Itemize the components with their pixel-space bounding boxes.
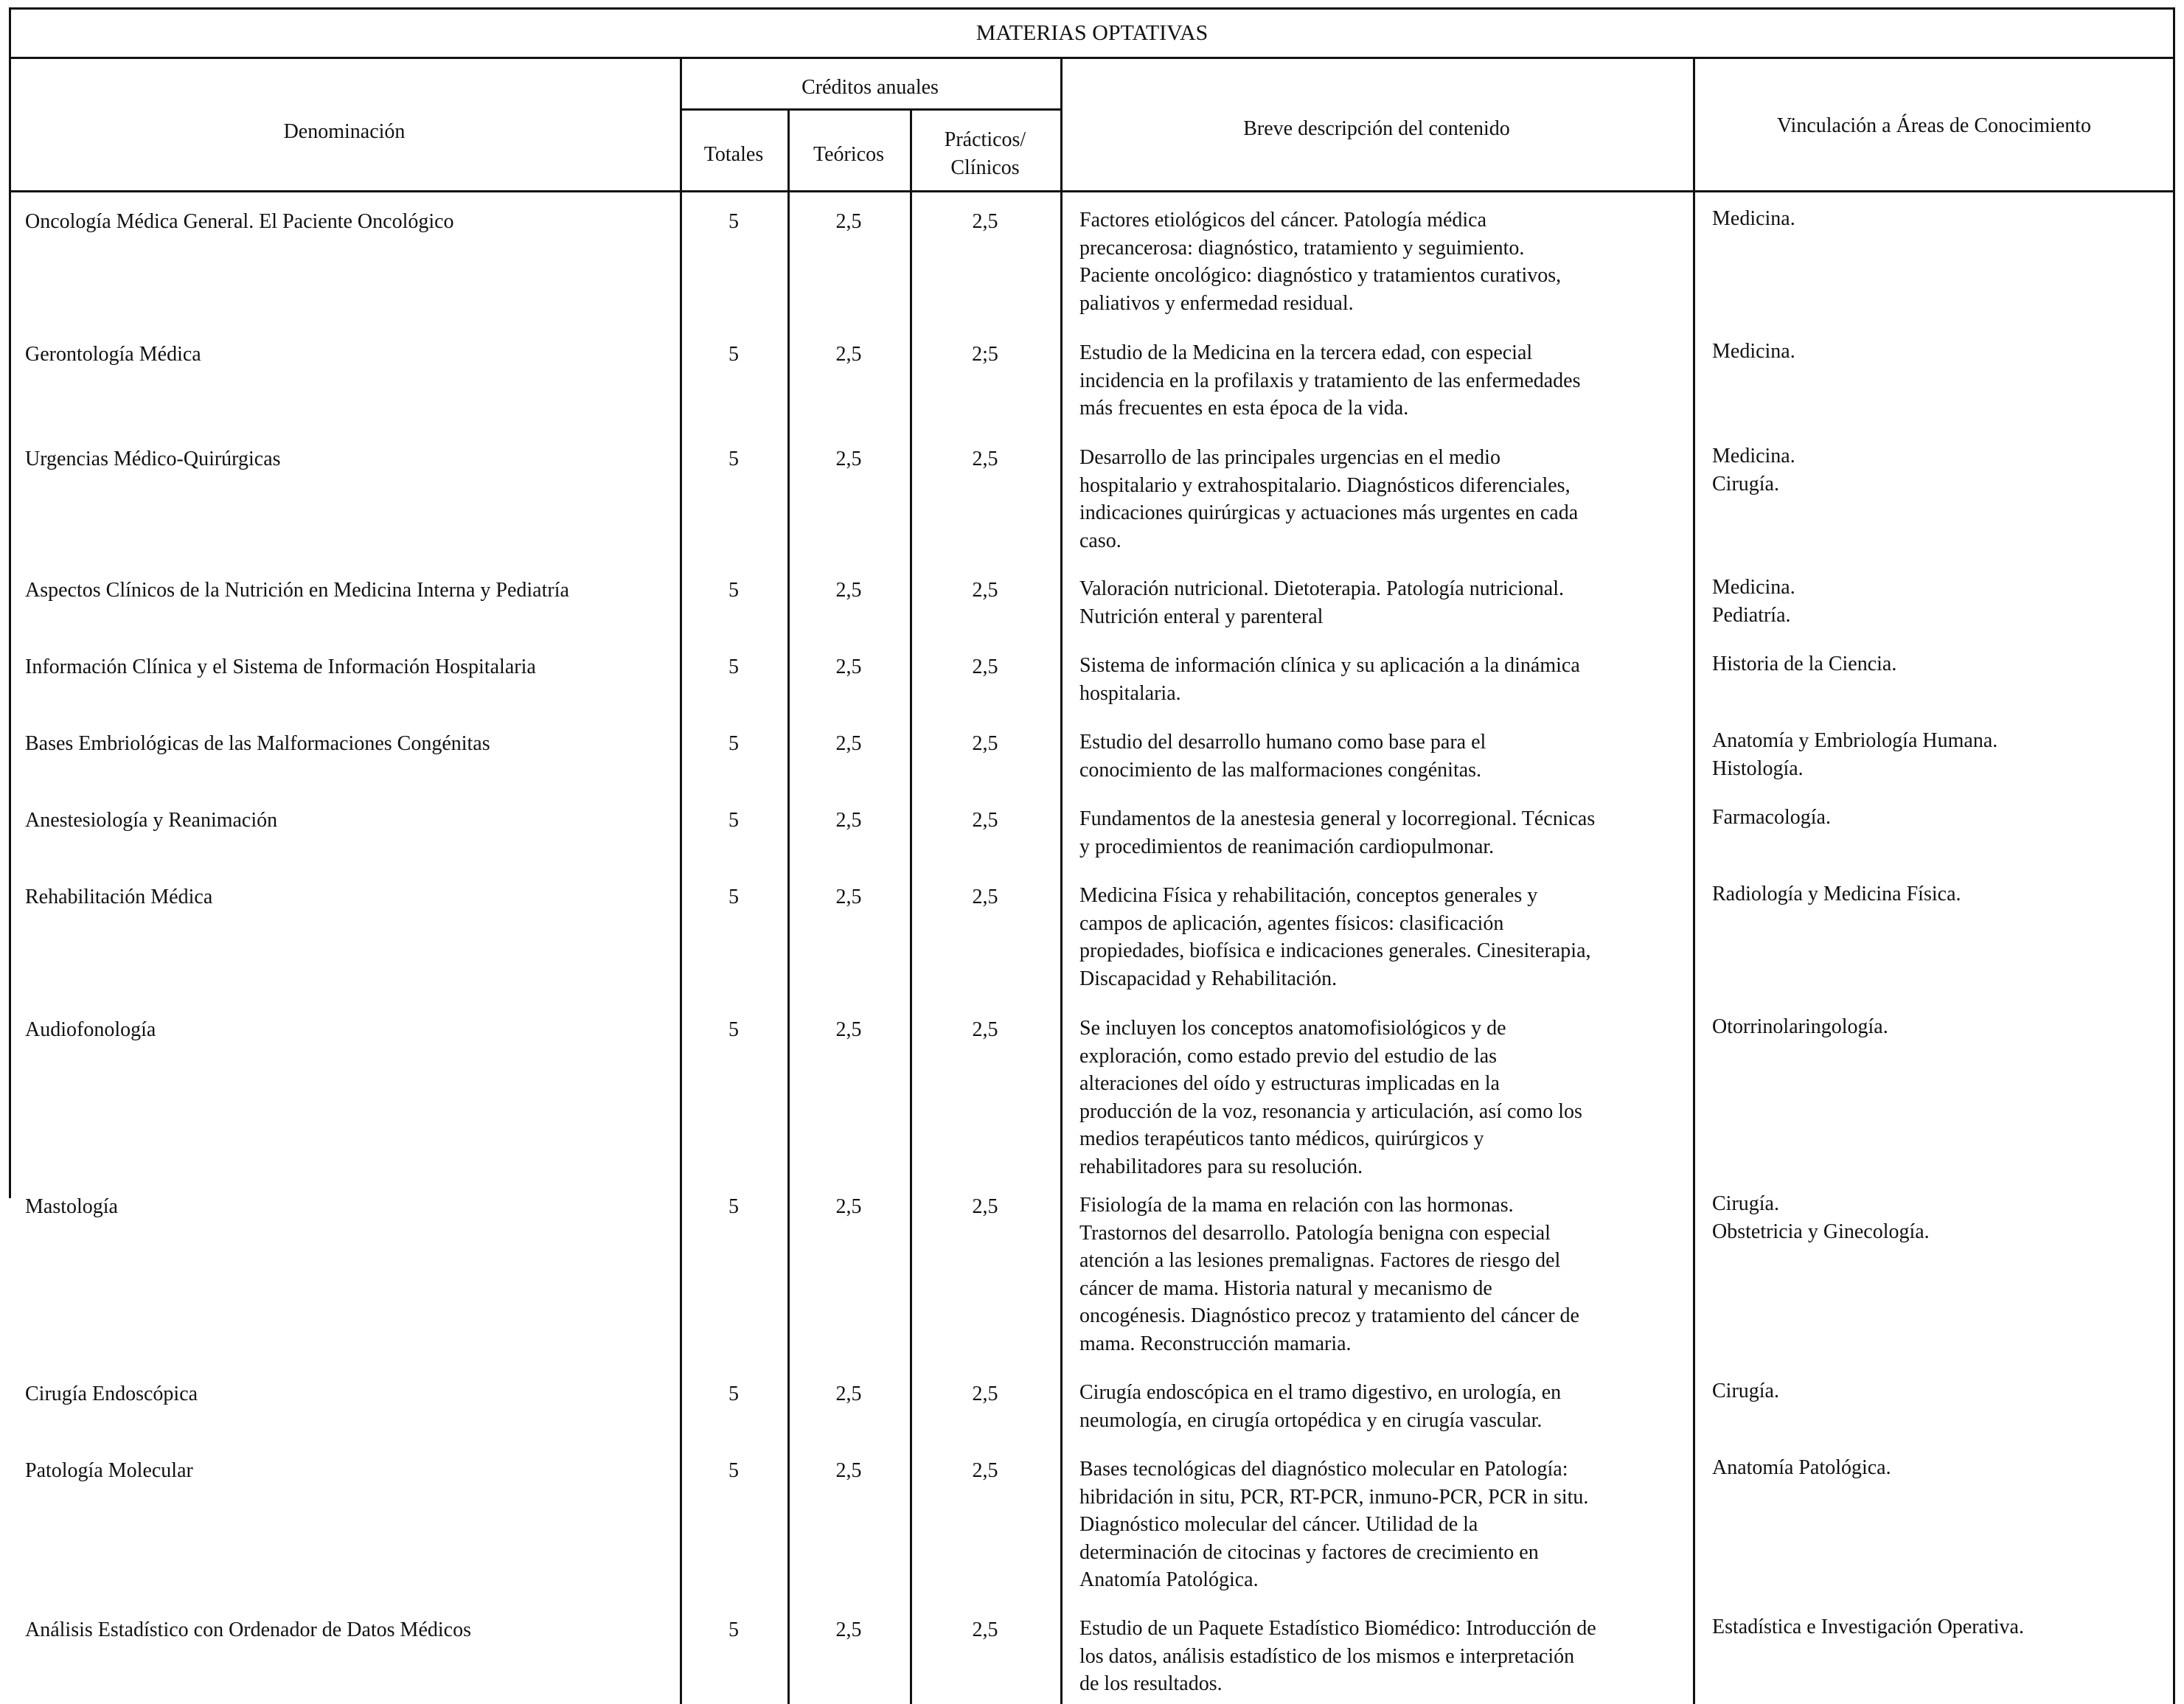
row-denominacion: Mastología: [25, 1195, 118, 1218]
row-descripcion-line: conocimiento de las malformaciones congénitas.: [1079, 758, 1482, 782]
row-descripcion-line: determinación de citocinas y factores de crecimiento en: [1079, 1540, 1539, 1564]
row-denominacion: Aspectos Clínicos de la Nutrición en Medicina Interna y Pediatría: [25, 579, 569, 602]
row-descripcion-line: Desarrollo de las principales urgencias en el medio: [1079, 446, 1500, 469]
header-totales: Totales: [703, 143, 764, 166]
row-totales: 5: [728, 210, 739, 233]
row-practicos: 2,5: [972, 655, 998, 678]
row-descripcion-line: hospitalario y extrahospitalario. Diagnósticos diferenciales,: [1079, 473, 1571, 497]
row-descripcion-line: más frecuentes en esta época de la vida.: [1079, 397, 1409, 420]
row-descripcion-line: Estudio de un Paquete Estadístico Biomédico: Introducción de: [1079, 1617, 1596, 1640]
row-denominacion: Oncología Médica General. El Paciente Oncológico: [25, 210, 454, 233]
header-teoricos: Teóricos: [813, 143, 884, 166]
header-vinculacion: Vinculación a Áreas de Conocimiento: [1777, 114, 2091, 137]
row-practicos: 2,5: [972, 579, 998, 602]
left-border: [9, 57, 11, 1198]
row-practicos: 2,5: [972, 1618, 998, 1641]
row-denominacion: Análisis Estadístico con Ordenador de Datos Médicos: [25, 1618, 471, 1641]
row-descripcion-line: precancerosa: diagnóstico, tratamiento y seguimiento.: [1079, 236, 1525, 260]
row-teoricos: 2,5: [835, 886, 862, 908]
row-descripcion-line: Paciente oncológico: diagnóstico y tratamientos curativos,: [1079, 264, 1562, 287]
header-practicos-2: Clínicos: [950, 156, 1020, 179]
row-area: Cirugía.: [1712, 472, 1779, 495]
row-totales: 5: [728, 1195, 739, 1218]
row-descripcion-line: y procedimientos de reanimación cardiopulmonar.: [1079, 835, 1495, 858]
page-title: MATERIAS OPTATIVAS: [976, 21, 1208, 45]
header-creditos: Créditos anuales: [801, 76, 939, 99]
row-area: Medicina.: [1712, 576, 1795, 599]
row-practicos: 2,5: [972, 1195, 998, 1218]
row-totales: 5: [728, 343, 739, 366]
row-practicos: 2,5: [972, 732, 998, 755]
header-practicos-1: Prácticos/: [944, 128, 1026, 151]
row-area: Medicina.: [1712, 445, 1795, 467]
row-descripcion-line: oncogénesis. Diagnóstico precoz y tratamiento del cáncer de: [1079, 1304, 1579, 1327]
row-descripcion-line: Diagnóstico molecular del cáncer. Utilidad de la: [1079, 1513, 1478, 1536]
row-descripcion-line: propiedades, biofísica e indicaciones generales. Cinesiterapia,: [1079, 939, 1591, 962]
row-denominacion: Cirugía Endoscópica: [25, 1383, 198, 1405]
row-practicos: 2,5: [972, 1383, 998, 1405]
row-area: Medicina.: [1712, 340, 1795, 363]
row-descripcion-line: campos de aplicación, agentes físicos: clasificación: [1079, 911, 1504, 935]
row-teoricos: 2,5: [835, 343, 862, 366]
row-teoricos: 2,5: [835, 809, 862, 832]
row-teoricos: 2,5: [835, 1459, 862, 1482]
row-totales: 5: [728, 886, 739, 908]
row-descripcion-line: Factores etiológicos del cáncer. Patología médica: [1079, 209, 1487, 232]
creditos-subheader-line: [680, 108, 1063, 111]
row-area: Farmacología.: [1712, 806, 1831, 829]
row-area: Medicina.: [1712, 207, 1795, 230]
row-descripcion-line: Estudio de la Medicina en la tercera edad, con especial: [1079, 341, 1533, 364]
row-denominacion: Patología Molecular: [25, 1459, 193, 1482]
row-totales: 5: [728, 809, 739, 832]
row-descripcion-line: los datos, análisis estadístico de los mismos e interpretación: [1079, 1644, 1575, 1668]
row-totales: 5: [728, 1459, 739, 1482]
row-descripcion-line: Sistema de información clínica y su aplicación a la dinámica: [1079, 654, 1580, 677]
row-descripcion-line: hibridación in situ, PCR, RT-PCR, inmuno-PCR, PCR in situ.: [1079, 1485, 1589, 1509]
right-border: [2173, 57, 2175, 1704]
row-descripcion-line: de los resultados.: [1079, 1672, 1223, 1695]
row-descripcion-line: neumología, en cirugía ortopédica y en cirugía vascular.: [1079, 1408, 1543, 1432]
row-practicos: 2,5: [972, 1459, 998, 1482]
col-divider-practicos: [1060, 57, 1063, 1704]
row-practicos: 2,5: [972, 886, 998, 908]
row-practicos: 2,5: [972, 210, 998, 233]
row-descripcion-line: Bases tecnológicas del diagnóstico molecular en Patología:: [1079, 1458, 1568, 1481]
row-denominacion: Urgencias Médico-Quirúrgicas: [25, 448, 281, 470]
row-teoricos: 2,5: [835, 655, 862, 678]
row-area: Anatomía y Embriología Humana.: [1712, 729, 1998, 752]
row-denominacion: Bases Embriológicas de las Malformaciones Congénitas: [25, 732, 490, 755]
row-descripcion-line: atención a las lesiones premalignas. Factores de riesgo del: [1079, 1249, 1561, 1272]
row-area: Anatomía Patológica.: [1712, 1456, 1891, 1479]
row-descripcion-line: cáncer de mama. Historia natural y mecanismo de: [1079, 1276, 1492, 1300]
row-descripcion-line: Anatomía Patológica.: [1079, 1568, 1259, 1591]
row-descripcion-line: Se incluyen los conceptos anatomofisiológicos y de: [1079, 1017, 1506, 1040]
row-teoricos: 2,5: [835, 210, 862, 233]
row-totales: 5: [728, 1383, 739, 1405]
row-totales: 5: [728, 655, 739, 678]
row-practicos: 2,5: [972, 448, 998, 470]
col-divider-desc: [1693, 57, 1695, 1704]
row-practicos: 2,5: [972, 1018, 998, 1041]
row-denominacion: Audiofonología: [25, 1018, 156, 1041]
header-descripcion: Breve descripción del contenido: [1243, 117, 1510, 140]
row-descripcion-line: Valoración nutricional. Dietoterapia. Patología nutricional.: [1079, 577, 1565, 600]
row-descripcion-line: incidencia en la profilaxis y tratamiento de las enfermedades: [1079, 369, 1581, 392]
row-teoricos: 2,5: [835, 448, 862, 470]
row-area: Obstetricia y Ginecología.: [1712, 1220, 1930, 1243]
row-totales: 5: [728, 1618, 739, 1641]
row-descripcion-line: producción de la voz, resonancia y articulación, así como los: [1079, 1099, 1582, 1123]
row-area: Otorrinolaringología.: [1712, 1015, 1888, 1038]
row-descripcion-line: Fisiología de la mama en relación con las hormonas.: [1079, 1194, 1514, 1217]
row-descripcion-line: exploración, como estado previo del estudio de las: [1079, 1044, 1498, 1068]
row-descripcion-line: mama. Reconstrucción mamaria.: [1079, 1332, 1352, 1355]
row-denominacion: Gerontología Médica: [25, 343, 201, 366]
row-area: Historia de la Ciencia.: [1712, 653, 1897, 675]
row-totales: 5: [728, 448, 739, 470]
row-descripcion-line: Estudio del desarrollo humano como base para el: [1079, 731, 1486, 754]
row-area: Estadística e Investigación Operativa.: [1712, 1616, 2024, 1638]
row-descripcion-line: medios terapéuticos tanto médicos, quirúrgicos y: [1079, 1127, 1484, 1150]
row-area: Cirugía.: [1712, 1380, 1779, 1402]
row-practicos: 2,5: [972, 809, 998, 832]
row-denominacion: Rehabilitación Médica: [25, 886, 213, 908]
row-descripcion-line: Fundamentos de la anestesia general y locorregional. Técnicas: [1079, 807, 1596, 830]
row-descripcion-line: Cirugía endoscópica en el tramo digestivo, en urología, en: [1079, 1381, 1562, 1404]
row-teoricos: 2,5: [835, 1018, 862, 1041]
row-descripcion-line: alteraciones del oído y estructuras implicadas en la: [1079, 1072, 1500, 1095]
row-area: Cirugía.: [1712, 1192, 1779, 1215]
row-teoricos: 2,5: [835, 1195, 862, 1218]
row-teoricos: 2,5: [835, 1618, 862, 1641]
row-totales: 5: [728, 1018, 739, 1041]
row-descripcion-line: indicaciones quirúrgicas y actuaciones más urgentes en cada: [1079, 501, 1579, 524]
row-totales: 5: [728, 732, 739, 755]
row-denominacion: Información Clínica y el Sistema de Información Hospitalaria: [25, 655, 536, 678]
row-descripcion-line: hospitalaria.: [1079, 681, 1181, 705]
row-teoricos: 2,5: [835, 732, 862, 755]
row-descripcion-line: paliativos y enfermedad residual.: [1079, 291, 1354, 315]
header-denominacion: Denominación: [283, 120, 406, 143]
row-totales: 5: [728, 579, 739, 602]
row-descripcion-line: Nutrición enteral y parenteral: [1079, 605, 1324, 628]
row-denominacion: Anestesiología y Reanimación: [25, 809, 278, 832]
row-area: Histología.: [1712, 757, 1804, 780]
row-descripcion-line: caso.: [1079, 529, 1121, 552]
row-area: Pediatría.: [1712, 603, 1791, 627]
row-descripcion-line: Medicina Física y rehabilitación, conceptos generales y: [1079, 884, 1538, 907]
row-area: Radiología y Medicina Física.: [1712, 883, 1961, 905]
row-practicos: 2;5: [972, 343, 998, 366]
row-teoricos: 2,5: [835, 579, 862, 602]
row-teoricos: 2,5: [835, 1383, 862, 1405]
row-descripcion-line: Trastornos del desarrollo. Patología benigna con especial: [1079, 1221, 1551, 1245]
row-descripcion-line: Discapacidad y Rehabilitación.: [1079, 967, 1338, 990]
row-descripcion-line: rehabilitadores para su resolución.: [1079, 1155, 1363, 1178]
